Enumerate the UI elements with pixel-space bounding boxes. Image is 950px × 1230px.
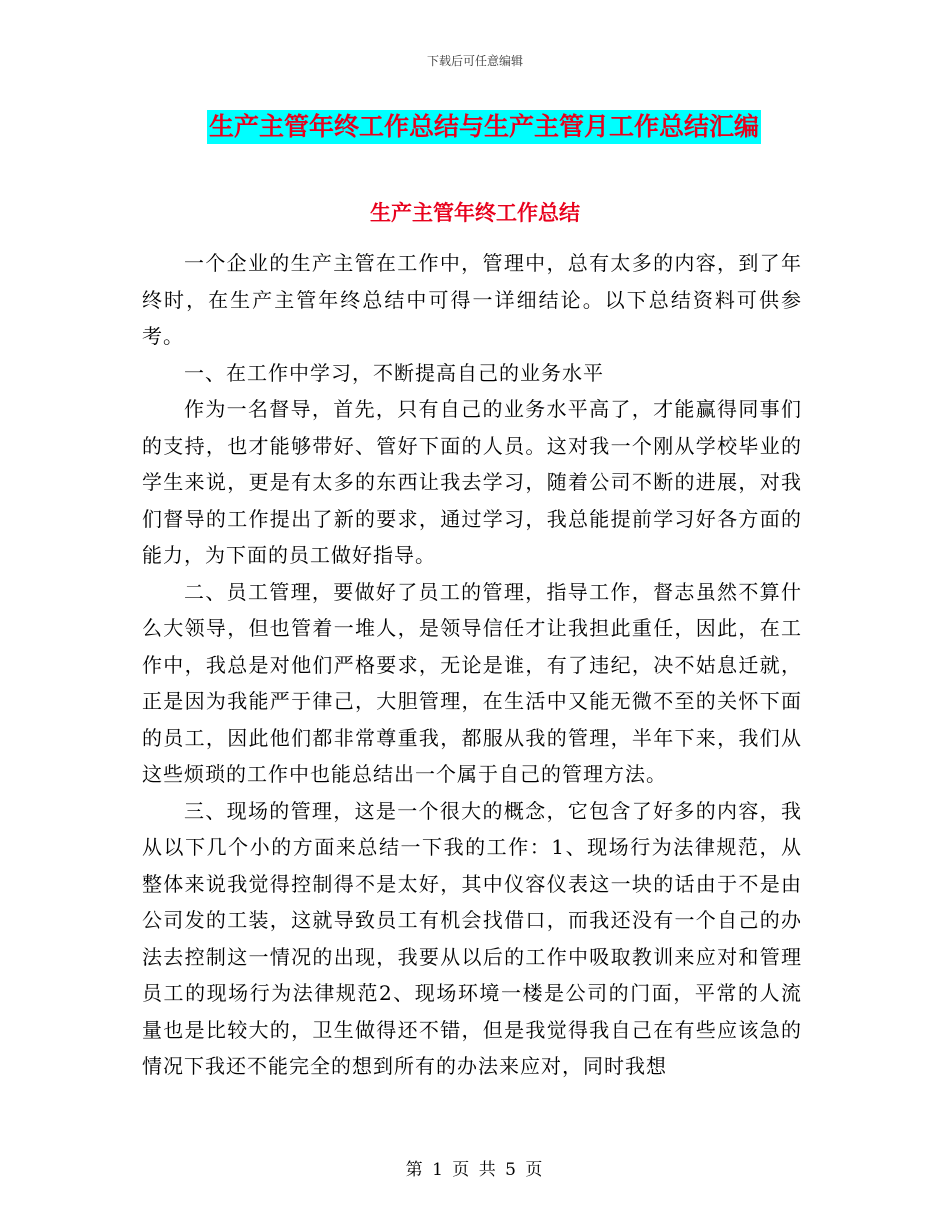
document-title: 生产主管年终工作总结与生产主管月工作总结汇编	[207, 110, 761, 144]
section-title: 生产主管年终工作总结	[370, 200, 580, 225]
body-paragraph-staff-management: 二、员工管理，要做好了员工的管理，指导工作，督志虽然不算什么大领导，但也管着一堆人，是领导信任才让我担此重任，因此，在工作中，我总是对他们严格要求，无论是谁，有了违纪，决不姑息迁就，正是因为我能严于律己，大胆管理，在生活中又能无微不至的关怀下面的员工，因此他们都非常尊重我，都服从我的管理，半年下来，我们从这些烦琐的工作中也能总结出一个属于自己的管理方法。	[142, 579, 802, 786]
header-note: 下载后可任意编辑	[426, 54, 523, 68]
body-paragraph-intro: 一个企业的生产主管在工作中，管理中，总有太多的内容，到了年终时，在生产主管年终总结中可得一详细结论。以下总结资料可供参考。	[142, 251, 802, 348]
body-paragraph-study: 作为一名督导，首先，只有自己的业务水平高了，才能赢得同事们的支持，也才能够带好、管好下面的人员。这对我一个刚从学校毕业的学生来说，更是有太多的东西让我去学习，随着公司不断的进展，对我们督导的工作提出了新的要求，通过学习，我总能提前学习好各方面的能力，为下面的员工做好指导。	[142, 397, 802, 567]
body-paragraph-heading-1: 一、在工作中学习，不断提高自己的业务水平	[184, 360, 604, 385]
page-footer: 第 1 页 共 5 页	[405, 1160, 545, 1180]
body-paragraph-site-management: 三、现场的管理，这是一个很大的概念，它包含了好多的内容，我从以下几个小的方面来总结一下我的工作：1、现场行为法律规范，从整体来说我觉得控制得不是太好，其中仪容仪表这一块的话由于不是由公司发的工装，这就导致员工有机会找借口，而我还没有一个自己的办法去控制这一情况的出现，我要从以后的工作中吸取教训来应对和管理员工的现场行为法律规范2、现场环境一楼是公司的门面，平常的人流量也是比较大的，卫生做得还不错，但是我觉得我自己在有些应该急的情况下我还不能完全的想到所有的办法来应对，同时我想	[142, 798, 802, 1078]
document-body	[142, 245, 802, 1085]
